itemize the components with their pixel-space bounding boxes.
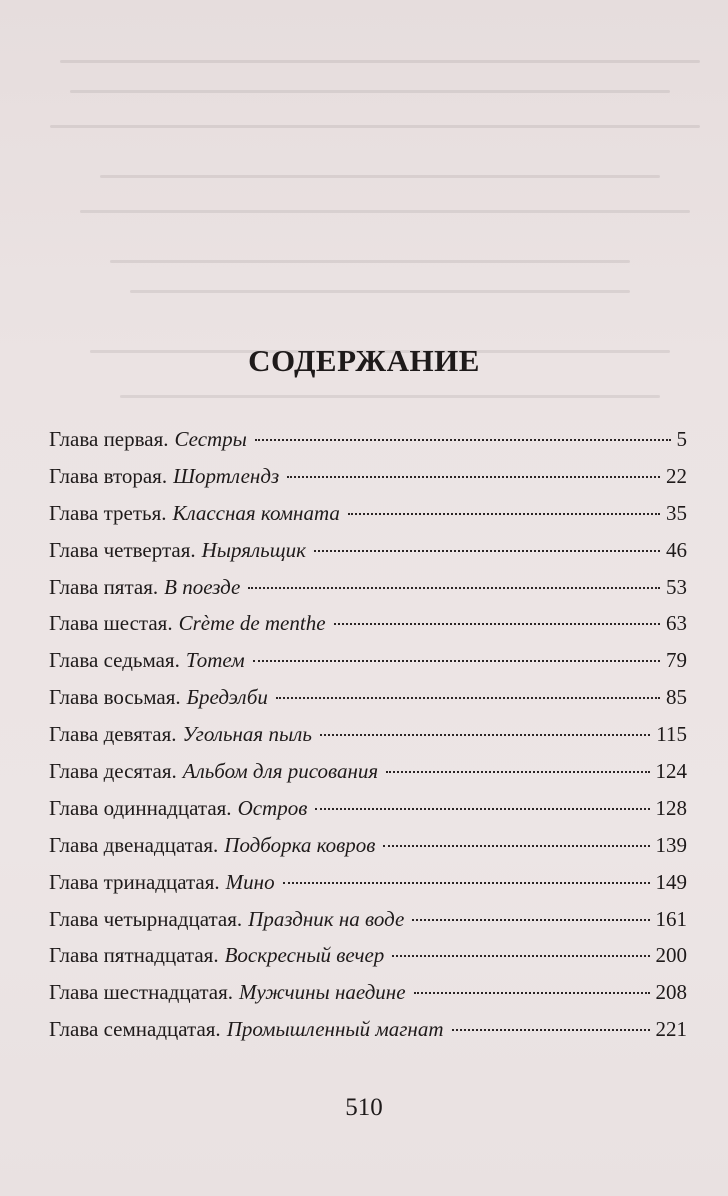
toc-chapter-title: Воскресный вечер: [224, 943, 385, 968]
toc-chapter-label: Глава пятая.: [49, 574, 159, 599]
toc-dot-leader: [452, 1029, 650, 1031]
toc-page-number: 35: [666, 500, 687, 525]
toc-chapter-label: Глава первая.: [49, 427, 169, 451]
toc-chapter-title: Альбом для рисования: [182, 759, 379, 784]
toc-chapter-title: Классная комната: [172, 500, 340, 525]
toc-chapter-label: Глава одиннадцатая.: [49, 795, 232, 820]
toc-dot-leader: [248, 587, 660, 589]
toc-dot-leader: [334, 623, 660, 625]
toc-entry: [49, 461, 687, 498]
toc-entry: [49, 793, 687, 830]
page-number: 510: [345, 1094, 383, 1121]
toc-page-number: 139: [655, 832, 687, 857]
toc-chapter-label: Глава семнадцатая.: [49, 1017, 221, 1042]
toc-dot-leader: [276, 697, 660, 699]
toc-chapter-label: Глава шестая.: [49, 611, 173, 636]
toc-chapter-label: Глава третья.: [49, 500, 167, 525]
toc-entry: [49, 719, 687, 756]
toc-entry: [49, 756, 687, 793]
toc-page-number: 161: [655, 906, 687, 931]
toc-chapter-title: Ныряльщик: [201, 537, 306, 562]
toc-dot-leader: [392, 955, 649, 957]
toc-chapter-title: Промышленный магнат: [226, 1017, 444, 1042]
toc-entry: [49, 940, 687, 977]
toc-page-number: 200: [655, 943, 687, 968]
toc-dot-leader: [283, 882, 650, 884]
toc-page-number: 53: [666, 574, 687, 599]
toc-chapter-title: Угольная пыль: [182, 722, 312, 747]
toc-page-number: 128: [655, 795, 687, 820]
toc-chapter-label: Глава четвертая.: [49, 537, 196, 562]
toc-chapter-label: Глава девятая.: [49, 722, 177, 747]
toc-chapter-title: Тотем: [185, 648, 245, 673]
toc-page-number: 115: [656, 722, 687, 747]
page-title: СОДЕРЖАНИЕ: [248, 343, 480, 378]
toc-entry: [49, 682, 687, 719]
toc-page-number: 22: [666, 463, 687, 488]
toc-page-number: 63: [666, 611, 687, 636]
toc-chapter-label: Глава тринадцатая.: [49, 869, 220, 894]
toc-dot-leader: [412, 919, 649, 921]
toc-chapter-title: Мино: [225, 869, 275, 894]
toc-chapter-title: Шортлендз: [173, 463, 280, 488]
toc-page-number: 208: [655, 980, 687, 1005]
toc-entry: [49, 977, 687, 1014]
toc-chapter-label: Глава двенадцатая.: [49, 832, 219, 857]
toc-dot-leader: [386, 771, 649, 773]
toc-chapter-label: Глава пятнадцатая.: [49, 943, 219, 968]
toc-chapter-title: Праздник на воде: [248, 906, 405, 931]
toc-entry: [49, 830, 687, 867]
toc-chapter-label: Глава шестнадцатая.: [49, 980, 234, 1005]
toc-dot-leader: [414, 992, 650, 994]
toc-chapter-title: Crème de menthe: [178, 611, 326, 636]
toc-chapter-title: Остров: [237, 795, 308, 820]
toc-dot-leader: [255, 439, 671, 441]
toc-chapter-title: Сестры: [174, 427, 247, 451]
show-through-texture: [40, 50, 710, 450]
toc-page-number: 221: [655, 1017, 687, 1042]
toc-page-number: 79: [666, 648, 687, 673]
toc-page-number: 46: [666, 537, 687, 562]
toc-chapter-label: Глава седьмая.: [49, 648, 180, 673]
toc-entry: [49, 608, 687, 645]
table-of-contents: [49, 424, 687, 1051]
toc-chapter-title: Мужчины наедине: [239, 980, 406, 1005]
toc-entry: [49, 535, 687, 572]
toc-entry: [49, 904, 687, 941]
toc-dot-leader: [320, 734, 650, 736]
toc-entry: [49, 867, 687, 904]
toc-page-number: 85: [666, 685, 687, 710]
toc-entry: [49, 572, 687, 609]
toc-chapter-title: Подборка ковров: [224, 832, 376, 857]
toc-entry: [49, 645, 687, 682]
toc-chapter-label: Глава вторая.: [49, 463, 168, 488]
toc-dot-leader: [314, 550, 660, 552]
toc-dot-leader: [383, 845, 649, 847]
toc-page-number: 149: [655, 869, 687, 894]
toc-entry: [49, 498, 687, 535]
toc-chapter-label: Глава четырнадцатая.: [49, 906, 243, 931]
toc-entry: [49, 1014, 687, 1051]
toc-dot-leader: [348, 513, 660, 515]
toc-dot-leader: [315, 808, 649, 810]
toc-chapter-label: Глава десятая.: [49, 759, 177, 784]
toc-chapter-title: Бредэлби: [186, 685, 268, 710]
toc-dot-leader: [287, 476, 660, 478]
toc-page-number: 124: [655, 759, 687, 784]
toc-chapter-label: Глава восьмая.: [49, 685, 181, 710]
toc-page-number: 5: [676, 427, 687, 451]
toc-chapter-title: В поезде: [164, 574, 241, 599]
toc-dot-leader: [253, 660, 660, 662]
toc-entry: [49, 424, 687, 461]
